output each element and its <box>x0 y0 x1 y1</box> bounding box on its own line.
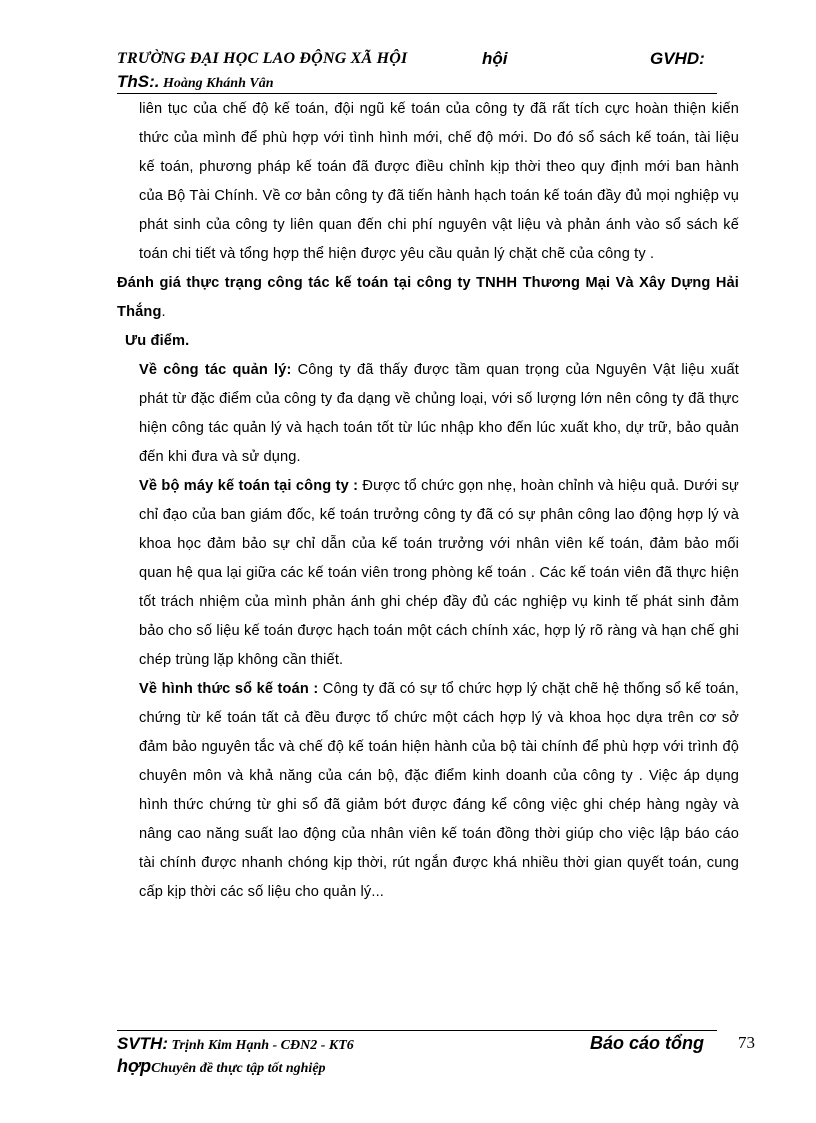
paragraph-management-label: Về công tác quản lý: <box>139 362 292 378</box>
intro-paragraph: liên tục của chế độ kế toán, đội ngũ kế toán của công ty đã rất tích cực hoàn thiện kiến thức của mình để phù hợp với tình hình mới, chế độ mới. Do đó sổ sách kế toán, tài liệu kế toán, phương pháp kế toán đã được điều chỉnh kịp thời theo quy định mới ban hành của Bộ Tài Chính. Về cơ bản công ty đã tiến hành hạch toán kế toán đầy đủ mọi nghiệp vụ phát sinh của công ty liên quan đến chi phí nguyên vật liệu và phản ánh vào sổ sách kế toán chi tiết và tổng hợp thể hiện được yêu cầu quản lý chặt chẽ của công ty . <box>139 101 739 262</box>
paragraph-accounting-dept <box>117 472 739 675</box>
hop-label: hợp <box>117 1056 152 1076</box>
school-name: TRƯỜNG ĐẠI HỌC LAO ĐỘNG XÃ HỘI <box>117 50 408 67</box>
paragraph-management-text: Công ty đã thấy được tầm quan trọng của Nguyên Vật liệu xuất phát từ đặc điểm của công ty đa dạng về chủng loại, với số lượng lớn nên công ty đã thực hiện công tác quản lý và hạch toán tốt từ lúc nhập kho đến lúc xuất kho, dự trữ, bảo quản đến khi đưa và sử dụng. <box>139 362 739 465</box>
teacher-name: Hoàng Khánh Vân <box>159 76 274 91</box>
section-title-text: Đánh giá thực trạng công tác kế toán tại công ty TNHH Thương Mại Và Xây Dựng Hải Thắng <box>117 275 739 320</box>
paragraph-management <box>117 356 739 472</box>
sub-title: Ưu điểm. <box>125 333 190 349</box>
page-number: 73 <box>738 1033 755 1052</box>
teacher-line <box>117 72 274 92</box>
gvhd-label: GVHD: <box>650 49 705 68</box>
paragraph-accounting-dept-text: Được tổ chức gọn nhẹ, hoàn chỉnh và hiệu quả. Dưới sự chỉ đạo của ban giám đốc, kế toán trưởng công ty đã có sự phân công lao động hợp lý và khoa học đảm bảo sự chỉ dẫn của kế toán trưởng với nhân viên kế toán, đảm bảo mối quan hệ qua lại giữa các kế toán viên trong phòng kế toán . Các kế toán viên đã thực hiện tốt trách nhiệm của mình phản ánh ghi chép đầy đủ các nghiệp vụ kinh tế phát sinh đảm bảo cho số liệu kế toán được hạch toán một cách chính xác, hợp lý rõ ràng và hạn chế ghi chép trùng lặp không cần thiết. <box>139 478 739 668</box>
student-name: Trịnh Kim Hạnh - CĐN2 - KT6 <box>168 1038 354 1053</box>
ths-label: ThS:. <box>117 72 160 91</box>
student-line <box>117 1034 354 1054</box>
section-title <box>117 269 739 327</box>
document-body <box>117 95 739 907</box>
report-label: Báo cáo tổng <box>590 1033 705 1053</box>
footer-line2 <box>117 1056 326 1077</box>
footer-rule <box>117 1030 717 1031</box>
paragraph-accounting-dept-label: Về bộ máy kế toán tại công ty : <box>139 478 359 494</box>
paragraph-ledger-form-label: Về hình thức sổ kế toán : <box>139 681 319 697</box>
svth-label: SVTH: <box>117 1034 168 1053</box>
header-rule <box>117 93 717 94</box>
header-fragment: hội <box>482 49 508 68</box>
thesis-subtitle: Chuyên đề thực tập tốt nghiệp <box>151 1061 326 1076</box>
section-title-end: . <box>161 304 166 320</box>
paragraph-ledger-form <box>117 675 739 907</box>
paragraph-ledger-form-text: Công ty đã có sự tổ chức hợp lý chặt chẽ hệ thống sổ kế toán, chứng từ kế toán tất cả đều được tổ chức một cách hợp lý và khoa học dựa trên cơ sở đảm bảo nguyên tắc và chế độ kế toán hiện hành của bộ tài chính để phù hợp với trình độ chuyên môn và khả năng của cán bộ, đặc điểm kinh doanh của công ty . Việc áp dụng hình thức chứng từ ghi sổ đã giảm bớt được đáng kể công việc ghi chép hàng ngày và nâng cao năng suất lao động của nhân viên kế toán đồng thời giúp cho việc lập báo cáo tài chính được nhanh chóng kịp thời, rút ngắn được khá nhiều thời gian quyết toán, cung cấp kịp thời các số liệu cho quản lý... <box>139 681 739 900</box>
